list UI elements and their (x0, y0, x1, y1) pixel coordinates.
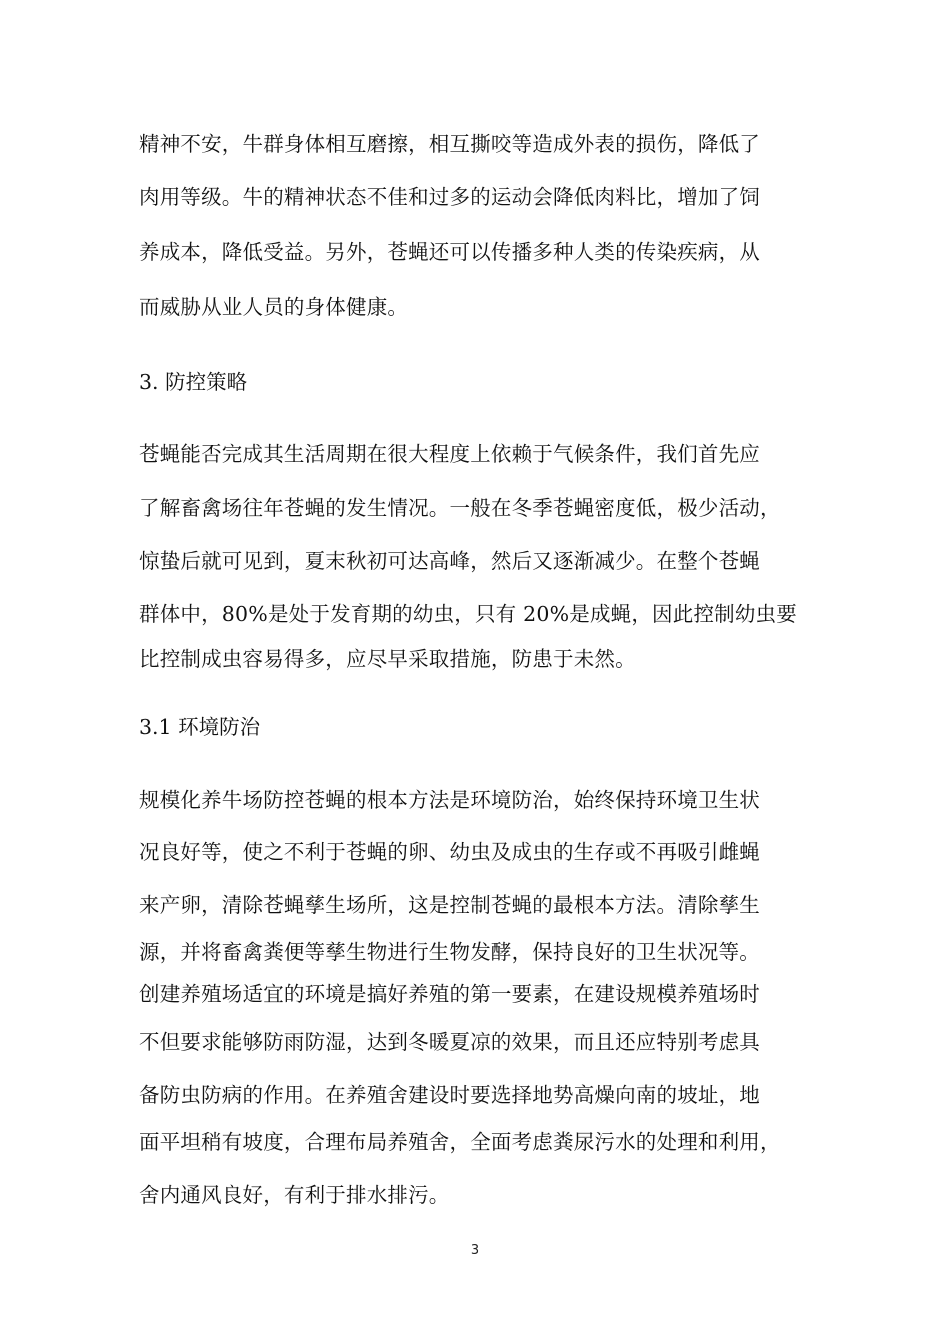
text-line: 舍内通风良好，有利于排水排污。 (139, 1183, 450, 1207)
text-line: 况良好等，使之不利于苍蝇的卵、幼虫及成虫的生存或不再吸引雌蝇 (139, 840, 760, 864)
text-line: 而威胁从业人员的身体健康。 (139, 295, 409, 319)
text-line: 精神不安，牛群身体相互磨擦，相互撕咬等造成外表的损伤，降低了 (139, 132, 760, 156)
text-line: 创建养殖场适宜的环境是搞好养殖的第一要素，在建设规模养殖场时 (139, 982, 760, 1006)
text-line: 面平坦稍有坡度，合理布局养殖舍，全面考虑粪尿污水的处理和利用， (139, 1130, 781, 1154)
text-line: 了解畜禽场往年苍蝇的发生情况。一般在冬季苍蝇密度低，极少活动， (139, 496, 781, 520)
section-heading-3: 3. 防控策略 (139, 370, 248, 394)
text-line: 规模化养牛场防控苍蝇的根本方法是环境防治，始终保持环境卫生状 (139, 788, 760, 812)
text-line: 源，并将畜禽粪便等孳生物进行生物发酵，保持良好的卫生状况等。 (139, 940, 760, 964)
page-number: 3 (470, 1243, 480, 1258)
text-line: 惊蛰后就可见到，夏末秋初可达高峰，然后又逐渐减少。在整个苍蝇 (139, 549, 760, 573)
text-line: 比控制成虫容易得多，应尽早采取措施，防患于未然。 (139, 647, 636, 671)
text-line: 养成本，降低受益。另外，苍蝇还可以传播多种人类的传染疾病，从 (139, 240, 760, 264)
text-line: 来产卵，清除苍蝇孳生场所，这是控制苍蝇的最根本方法。清除孳生 (139, 893, 760, 917)
text-line: 群体中，80%是处于发育期的幼虫，只有 20%是成蝇，因此控制幼虫要 (139, 602, 797, 626)
text-line: 肉用等级。牛的精神状态不佳和过多的运动会降低肉料比，增加了饲 (139, 185, 760, 209)
section-heading-3-1: 3.1 环境防治 (139, 715, 261, 739)
text-line: 不但要求能够防雨防湿，达到冬暖夏凉的效果，而且还应特别考虑具 (139, 1030, 760, 1054)
text-line: 苍蝇能否完成其生活周期在很大程度上依赖于气候条件，我们首先应 (139, 442, 760, 466)
text-line: 备防虫防病的作用。在养殖舍建设时要选择地势高燥向南的坡址，地 (139, 1083, 760, 1107)
